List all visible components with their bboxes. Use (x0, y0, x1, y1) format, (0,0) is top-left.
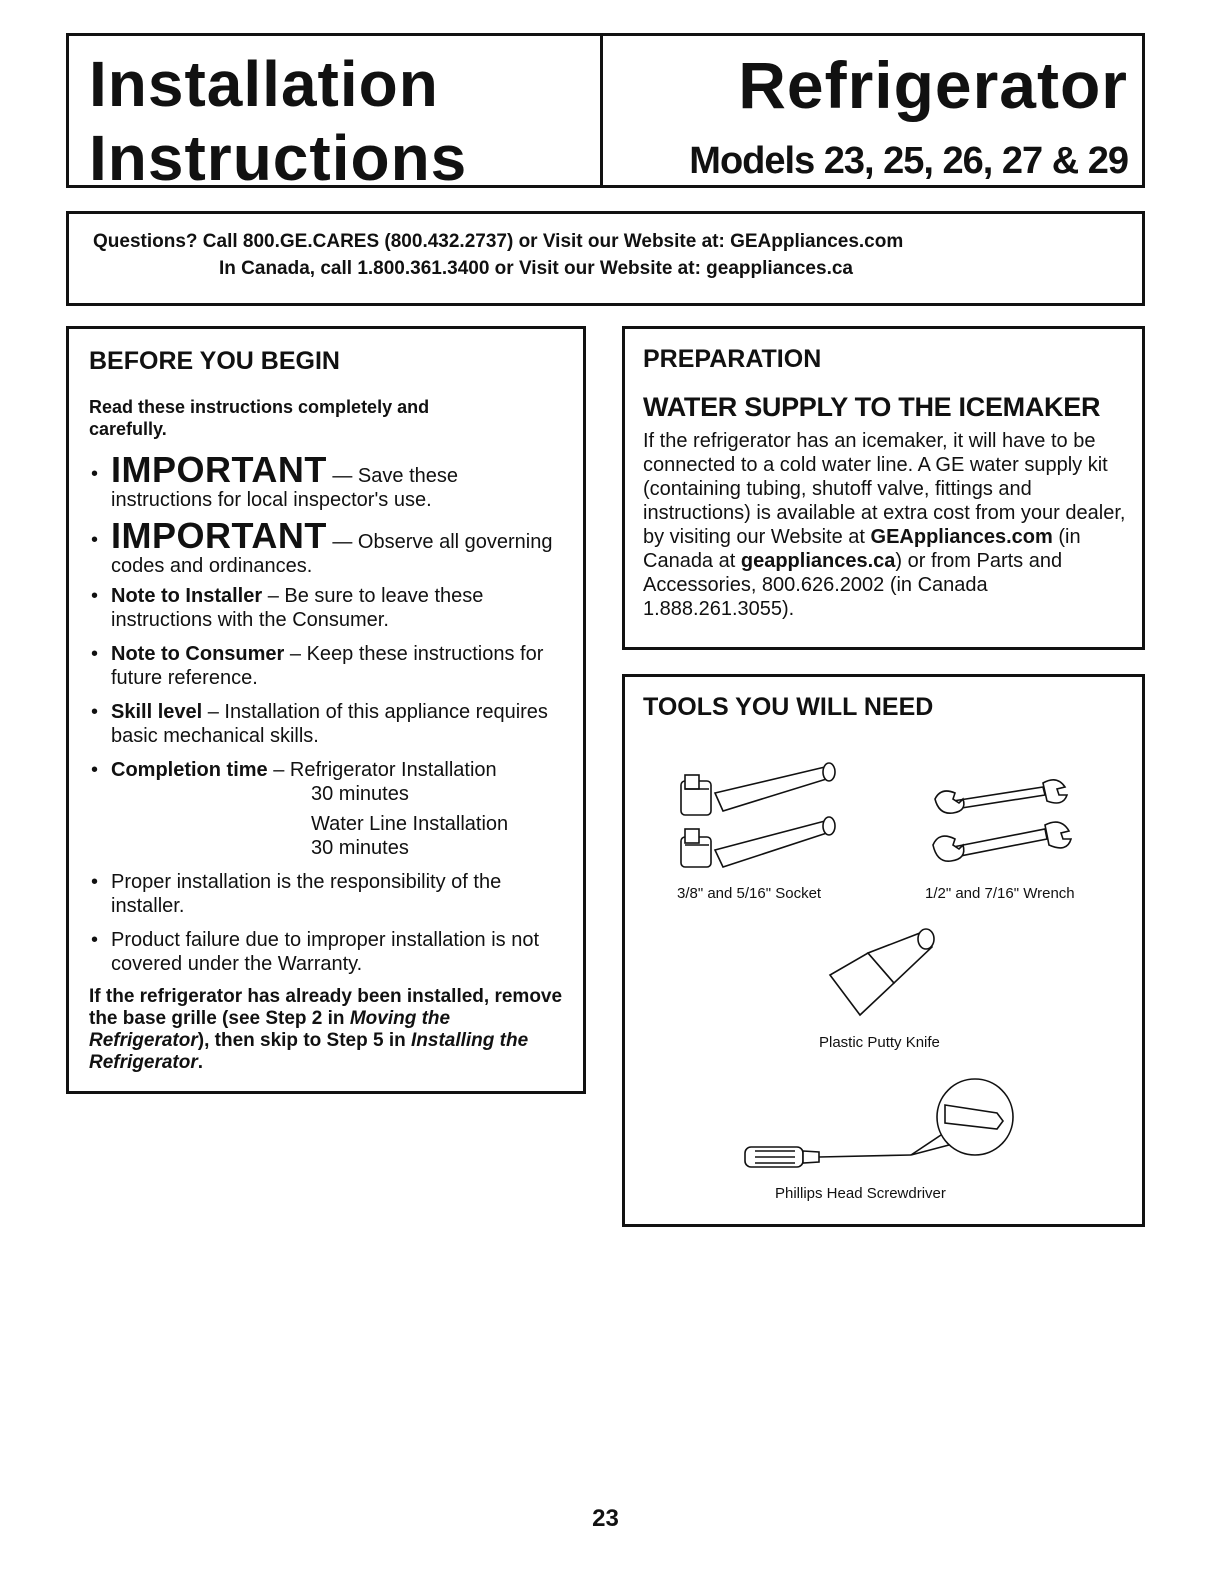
list-item (89, 515, 563, 578)
page-number: 23 (592, 1505, 619, 1532)
website-link: geappliances.ca (740, 550, 896, 572)
phillips-screwdriver-icon (735, 1075, 1025, 1175)
list-item (89, 928, 563, 976)
list-item-label: Note to Consumer (111, 643, 285, 665)
closing-text: If the refrigerator has already been installed, remove the base grille (see Step 2 in (89, 986, 563, 1029)
completion-time-item: Water Line Installation (311, 813, 509, 835)
closing-note (89, 986, 563, 1074)
list-item-label: Note to Installer (111, 585, 263, 607)
section-title: TOOLS YOU WILL NEED (643, 693, 934, 721)
important-label: IMPORTANT (111, 515, 327, 556)
intro-text: Read these instructions completely and carefully. (89, 397, 430, 439)
list-item-text: — Observe all governing codes and ordinances. (111, 531, 553, 577)
product-name: Refrigerator (738, 48, 1128, 122)
screwdriver-label: Phillips Head Screwdriver (775, 1185, 946, 1202)
tools-section (622, 674, 1145, 1227)
list-item (89, 758, 563, 860)
open-end-wrench-icon (925, 777, 1075, 877)
list-item-text: – Be sure to leave these instructions with the Consumer. (111, 585, 484, 631)
section-title: BEFORE YOU BEGIN (89, 347, 340, 375)
list-item-text: — Save these instructions for local inspector's use. (111, 465, 458, 511)
list-item (89, 584, 563, 632)
list-item (89, 870, 563, 918)
list-item-text: – Installation of this appliance requires basic mechanical skills. (111, 701, 548, 747)
doc-title-line-1: Installation (89, 48, 439, 120)
contact-box (66, 211, 1145, 306)
wrench-label: 1/2" and 7/16" Wrench (925, 885, 1075, 902)
section-title: PREPARATION (643, 345, 822, 373)
putty-knife-icon (820, 925, 950, 1025)
website-link: GEAppliances.com (870, 526, 1053, 548)
instruction-list (89, 449, 563, 976)
completion-time-value: 30 minutes (311, 837, 409, 859)
important-label: IMPORTANT (111, 449, 327, 490)
models-line: Models 23, 25, 26, 27 & 29 (689, 140, 1128, 182)
contact-us: Questions? Call 800.GE.CARES (800.432.2737) or Visit our Website at: GEAppliances.com (93, 231, 904, 252)
body-text: (in Canada at (643, 526, 1081, 572)
contact-canada: In Canada, call 1.800.361.3400 or Visit our Website at: geappliances.ca (219, 258, 853, 279)
section-subtitle: WATER SUPPLY TO THE ICEMAKER (643, 392, 1101, 422)
body-text: ) or from Parts and Accessories, 800.626.2002 (in Canada 1.888.261.3055). (643, 550, 1063, 620)
doc-title-line-2: Instructions (89, 122, 468, 194)
closing-text: . (197, 1052, 204, 1073)
list-item-label: Skill level (111, 701, 203, 723)
header-divider (600, 36, 603, 185)
closing-text: ), then skip to Step 5 in (197, 1030, 411, 1051)
title-header (66, 33, 1145, 194)
closing-reference: Installing the Refrigerator (89, 1030, 529, 1073)
list-item-text: Product failure due to improper installation is not covered under the Warranty. (111, 929, 540, 975)
list-item (89, 642, 563, 690)
putty-knife-label: Plastic Putty Knife (819, 1034, 940, 1051)
preparation-section (622, 326, 1145, 650)
list-item (89, 700, 563, 748)
socket-label: 3/8" and 5/16" Socket (677, 885, 822, 902)
body-text: If the refrigerator has an icemaker, it will have to be connected to a cold water line. A GE water supply kit (containing tubing, shutoff valve, fittings and instructions) is available at extra cost from your dealer, by visiting our Website at (643, 430, 1126, 548)
list-item-text: – Keep these instructions for future reference. (111, 643, 544, 689)
closing-reference: Moving the Refrigerator (89, 1008, 451, 1051)
list-item-text: – Refrigerator Installation (267, 759, 497, 781)
completion-time-value: 30 minutes (311, 783, 409, 805)
before-you-begin-section (66, 326, 586, 1094)
list-item-label: Completion time (111, 759, 268, 781)
list-item-text: Proper installation is the responsibility of the installer. (111, 871, 502, 917)
list-item (89, 449, 563, 512)
socket-wrench-icon (675, 755, 865, 870)
preparation-text (643, 429, 1126, 621)
